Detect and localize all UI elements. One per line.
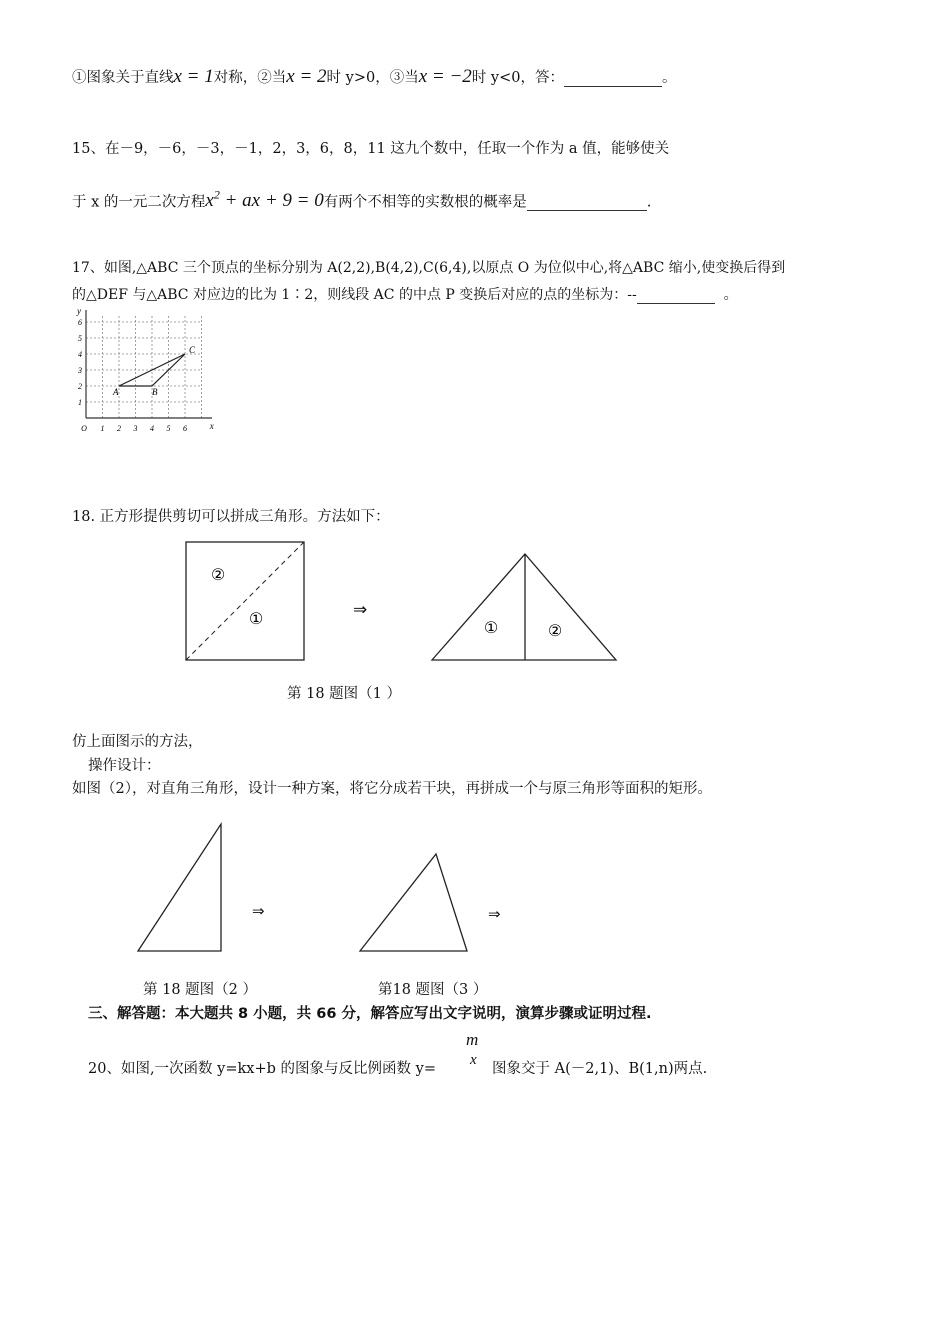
q15-equation: $x^2$ + ax + 9 = 0 [205, 188, 324, 212]
q18-square-diagonal [186, 542, 304, 660]
q17-line-1: 17、如图,△ABC 三个顶点的坐标分别为 A(2,2),B(4,2),C(6,4),以原点 O 为位似中心,将△ABC 缩小,使变换后得到 [72, 260, 786, 276]
q18-square-figure [184, 540, 309, 665]
q17-y-tick-label: 3 [78, 366, 82, 375]
q17-y-axis-label: y [77, 306, 81, 316]
q18-triangle-piece-2: ② [547, 621, 563, 640]
q17-y-tick-label: 6 [78, 318, 82, 327]
q20-frac-den: x [470, 1052, 477, 1068]
q15-answer-blank[interactable] [527, 194, 647, 211]
q18-imitate: 仿上面图示的方法， [72, 734, 203, 750]
q18-fig1-caption: 第 18 题图（1 ） [287, 686, 402, 702]
q20-text-pre: 20、如图,一次函数 y=kx+b 的图象与反比例函数 y= [88, 1061, 436, 1077]
q17-vertex-label-b: B [152, 387, 158, 397]
q17-y-tick-label: 4 [78, 350, 82, 359]
q15-end: . [646, 194, 652, 211]
q18-square-piece-1: ① [248, 609, 264, 628]
q17-x-tick-label: 5 [166, 424, 171, 433]
q20-text-post: 图象交于 A(－2,1)、B(1,n)两点. [492, 1061, 708, 1077]
q18-arrow-2: ⇒ [252, 902, 265, 920]
q17-x-tick-label: O [81, 424, 87, 433]
q18-square-piece-2: ② [210, 565, 226, 584]
q14-text-3: 时 y>0，③当 [326, 70, 419, 86]
q20-frac-num: m [466, 1030, 479, 1049]
q18-task: 如图（2），对直角三角形，设计一种方案，将它分成若干块，再拼成一个与原三角形等面积的矩形。 [72, 781, 712, 797]
q14-text-2: 对称，②当 [213, 70, 287, 86]
q18-title: 18. 正方形提供剪切可以拼成三角形。方法如下： [72, 509, 390, 525]
q17-x-tick-label: 2 [117, 424, 121, 433]
q18-right-triangle-figure [134, 820, 229, 955]
q14-end: 。 [661, 70, 677, 86]
q14-math-2: x = 2 [286, 66, 327, 87]
q17-vertex-label-a: A [113, 387, 119, 397]
q14-conditions-line [72, 66, 676, 88]
q18-arrow-3: ⇒ [488, 905, 501, 923]
q15-text-post: 有两个不相等的实数根的概率是 [323, 194, 527, 211]
q18-right-triangle [138, 824, 221, 951]
q18-triangle-piece-1: ① [483, 618, 499, 637]
q17-y-tick-label: 5 [78, 334, 82, 343]
q17-text-pre: 的△DEF 与△ABC 对应边的比为 1∶2，则线段 AC 的中点 P 变换后对应的点的坐标为：-- [72, 287, 637, 303]
q17-vertex-label-c: C [189, 345, 196, 355]
q17-end: 。 [723, 287, 738, 303]
q17-x-tick-label: 1 [100, 424, 105, 433]
q14-text-4: 时 y<0，答： [471, 70, 564, 86]
q15-text-pre: 于 x 的一元二次方程 [72, 194, 206, 211]
q20-line [88, 1057, 436, 1078]
q18-acute-triangle-figure [356, 850, 471, 955]
q17-y-tick-label: 2 [78, 382, 82, 391]
q18-design: 操作设计： [88, 758, 161, 774]
q17-answer-blank[interactable] [637, 287, 715, 304]
q17-y-tick-label: 1 [78, 398, 82, 407]
q17-x-tick-label: 3 [133, 424, 138, 433]
section3-title: 三、解答题：本大题共 8 小题，共 66 分，解答应写出文字说明，演算步骤或证明过程. [88, 1006, 652, 1022]
q17-line-2 [72, 284, 738, 304]
q15-line-2 [72, 188, 651, 212]
q17-grid [86, 316, 202, 418]
q17-x-tick-label: 4 [150, 424, 154, 433]
q14-text-1: ①图象关于直线 [72, 70, 174, 86]
q14-math-3: x = −2 [418, 66, 472, 87]
q14-math-1: x = 1 [173, 66, 214, 87]
q18-triangle [432, 554, 616, 660]
q17-coordinate-graph [76, 306, 216, 436]
q18-fig2-caption: 第 18 题图（2 ） [143, 982, 258, 998]
q15-line-1: 15、在－9，－6，－3，－1，2，3，6，8，11 这九个数中，任取一个作为 a 值，能够使关 [72, 141, 670, 157]
q17-x-tick-label: 6 [183, 424, 187, 433]
q18-arrow-1: ⇒ [353, 600, 368, 620]
q18-fig3-caption: 第18 题图（3 ） [378, 982, 488, 998]
q14-answer-blank[interactable] [564, 70, 662, 87]
q18-triangle-figure [430, 550, 620, 665]
q17-x-axis-label: x [209, 421, 214, 431]
q18-acute-triangle [360, 854, 467, 951]
